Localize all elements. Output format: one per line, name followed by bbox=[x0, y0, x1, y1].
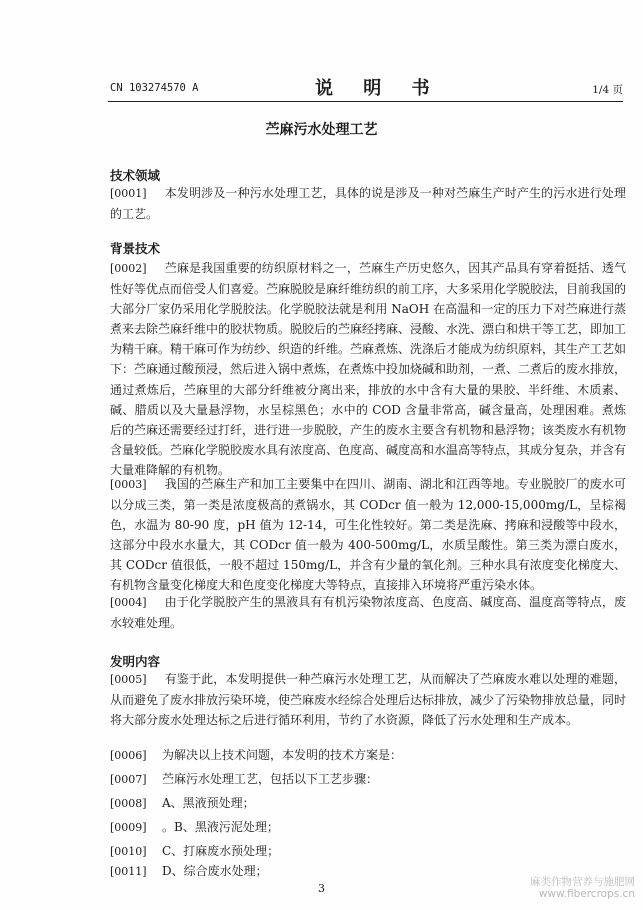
page-number: 3 bbox=[318, 882, 325, 895]
paragraph-text: 苎麻是我国重要的纺织原材料之一，苎麻生产历史悠久，因其产品具有穿着挺括、透气性好等优点而倍受人们喜爱。苎麻脱胶是麻纤维纺织的前工序，大多采用化学脱胶法，目前我国的大部分厂家仍采用化学脱胶法。化学脱胶法就是利用 NaOH 在高温和一定的压力下对苎麻进行蒸煮来去除苎麻纤维中的胶状物质。脱胶后的苎麻经拷麻、浸酸、水洗、漂白和烘干等工艺，即加工为精干麻。精干麻可作为纺纱、织造的纤维。苎麻煮炼、洗涤后才能成为纺织原料，其生产工艺如下：苎麻通过酸预浸，然后进入锅中煮炼，在煮炼中投加烧碱和助剂，一煮、二煮后的废水排放，通过煮炼后，苎麻里的大部分纤维被分离出来，排放的水中含有大量的果胶、半纤维、木质素、碱、腊质以及大量悬浮物，水呈棕黑色；水中的 COD 含量非常高，碱含量高，处理困难。煮炼后的苎麻还需要经过打纤，进行进一步脱胶，产生的废水主要含有机物和悬浮物；该类废水有机物含量较低。苎麻化学脱胶废水具有浓度高、色度高、碱度高和水温高等特点，其成分复杂，并含有大量难降解的有机物。 bbox=[110, 261, 627, 477]
watermark-site-name: 麻类作物营养与施肥网 bbox=[530, 876, 635, 888]
paragraph-0011 bbox=[110, 862, 268, 879]
paragraph-0010 bbox=[110, 842, 279, 859]
paragraph-0005 bbox=[110, 669, 626, 730]
paragraph-0007 bbox=[110, 770, 378, 787]
paragraph-text: D、综合废水处理； bbox=[162, 864, 268, 878]
paragraph-0009 bbox=[110, 818, 279, 835]
paragraph-text: 本发明涉及一种污水处理工艺，具体的说是涉及一种对苎麻生产时产生的污水进行处理的工艺。 bbox=[110, 186, 626, 222]
paragraph-text: 。B、黑液污泥处理； bbox=[162, 820, 279, 834]
publication-number: CN 103274570 A bbox=[110, 82, 199, 94]
watermark bbox=[530, 876, 635, 900]
paragraph-number: [0007] bbox=[110, 773, 147, 786]
section-heading-background: 背景技术 bbox=[110, 241, 161, 256]
paragraph-0006 bbox=[110, 746, 402, 763]
paragraph-0003 bbox=[110, 474, 626, 596]
document-type-title: 说 明 书 bbox=[315, 78, 442, 99]
invention-title: 苎麻污水处理工艺 bbox=[265, 122, 378, 138]
paragraph-0001 bbox=[110, 183, 626, 224]
paragraph-number: [0010] bbox=[110, 845, 147, 858]
paragraph-text: 由于化学脱胶产生的黑液具有有机污染物浓度高、色度高、碱度高、温度高等特点，废水较难处理。 bbox=[110, 595, 626, 631]
paragraph-number: [0009] bbox=[110, 821, 147, 834]
watermark-url: www.fibercrops.cn bbox=[538, 888, 635, 900]
paragraph-number: [0011] bbox=[110, 865, 147, 878]
paragraph-text: A、黑液预处理； bbox=[162, 796, 255, 810]
section-heading-summary: 发明内容 bbox=[110, 654, 161, 669]
paragraph-number: [0005] bbox=[110, 673, 147, 686]
paragraph-text: 我国的苎麻生产和加工主要集中在四川、湖南、湖北和江西等地。专业脱胶厂的废水可以分成三类，第一类是浓度极高的煮锅水，其 CODcr 值一般为 12,000-15,000mg/L，呈棕褐色，水温为 80-90 度，pH 值为 12-14，可生化性较好。第二类是洗麻、拷麻和浸酸等中段水，这部分中段水水量大，其 CODcr 值一般为 400-500mg/L，水质呈酸性。第三类为漂白废水，其 CODcr 值很低，一般不超过 150mg/L，并含有少量的氧化剂。三种水具有浓度变化梯度大、有机物含量变化梯度大和色度变化梯度大等特点，直接排入环境将严重污染水体。 bbox=[110, 477, 626, 593]
paragraph-text: 为解决以上技术问题，本发明的技术方案是： bbox=[162, 748, 403, 762]
paragraph-number: [0001] bbox=[110, 187, 147, 200]
paragraph-number: [0006] bbox=[110, 749, 147, 762]
section-heading-field: 技术领域 bbox=[110, 168, 161, 183]
paragraph-number: [0008] bbox=[110, 797, 147, 810]
paragraph-0004 bbox=[110, 592, 626, 633]
paragraph-text: 苎麻污水处理工艺，包括以下工艺步骤： bbox=[162, 772, 379, 786]
page-indicator: 1/4 页 bbox=[592, 84, 623, 96]
paragraph-0008 bbox=[110, 794, 255, 811]
header-rule bbox=[108, 101, 623, 102]
paragraph-text: C、打麻废水预处理； bbox=[162, 844, 280, 858]
paragraph-number: [0003] bbox=[110, 478, 147, 491]
paragraph-number: [0004] bbox=[110, 596, 147, 609]
paragraph-0002 bbox=[110, 258, 626, 480]
page-header bbox=[110, 70, 623, 100]
paragraph-text: 有鉴于此，本发明提供一种苎麻污水处理工艺，从而解决了苎麻废水难以处理的难题，从而避免了废水排放污染环境，使苎麻废水经综合处理后达标排放，减少了污染物排放总量，同时将大部分废水处理达标之后进行循环利用，节约了水资源，降低了污水处理和生产成本。 bbox=[110, 672, 627, 728]
paragraph-number: [0002] bbox=[110, 262, 147, 275]
